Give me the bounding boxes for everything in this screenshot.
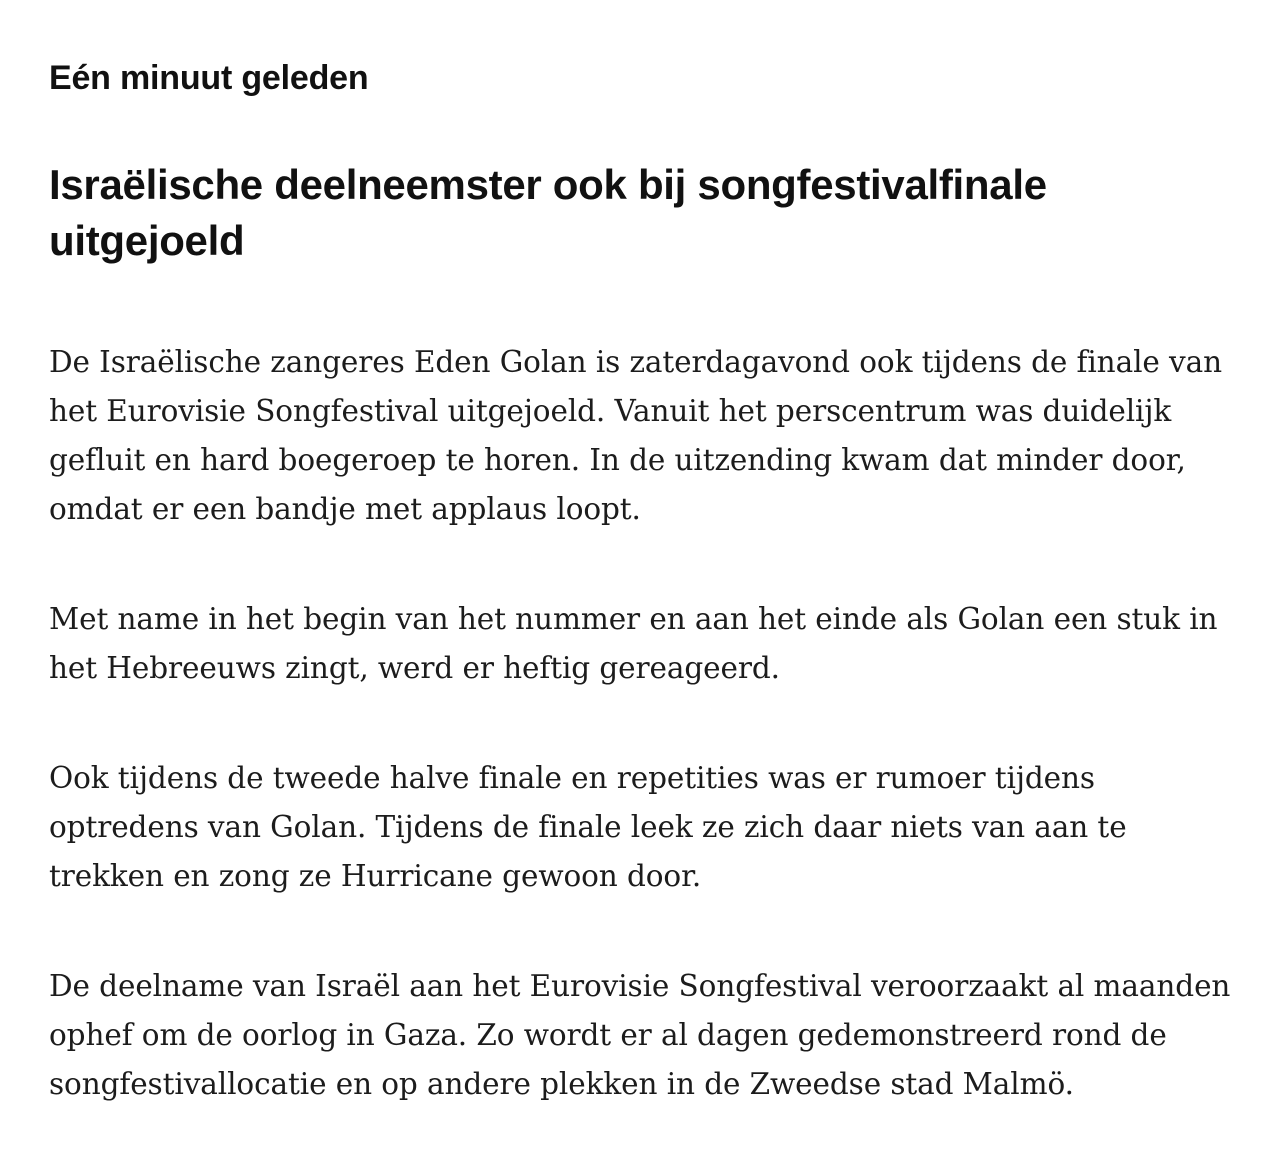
article-paragraph: De deelname van Israël aan het Eurovisie Songfestival veroorzaakt al maanden ophef om de oorlog in Gaza. Zo wordt er al dagen gedemonstreerd rond de songfestivallocatie en op andere plekken in de Zweedse stad Malmö. — [49, 969, 1231, 1101]
article-timestamp: Eén minuut geleden — [49, 59, 369, 97]
article-paragraph: Ook tijdens de tweede halve finale en repetities was er rumoer tijdens optredens van Golan. Tijdens de finale leek ze zich daar niets van aan te trekken en zong ze Hurricane gewoon door. — [49, 761, 1127, 893]
article-paragraph: De Israëlische zangeres Eden Golan is zaterdagavond ook tijdens de finale van het Eurovisie Songfestival uitgejoeld. Vanuit het perscentrum was duidelijk gefluit en hard boegeroep te horen. In de uitzending kwam dat minder door, omdat er een bandje met applaus loopt. — [49, 345, 1222, 526]
article-paragraph: Met name in het begin van het nummer en aan het einde als Golan een stuk in het Hebreeuws zingt, werd er heftig gereageerd. — [49, 602, 1218, 685]
article-headline: Israëlische deelneemster ook bij songfestivalfinale uitgejoeld — [49, 161, 1047, 264]
